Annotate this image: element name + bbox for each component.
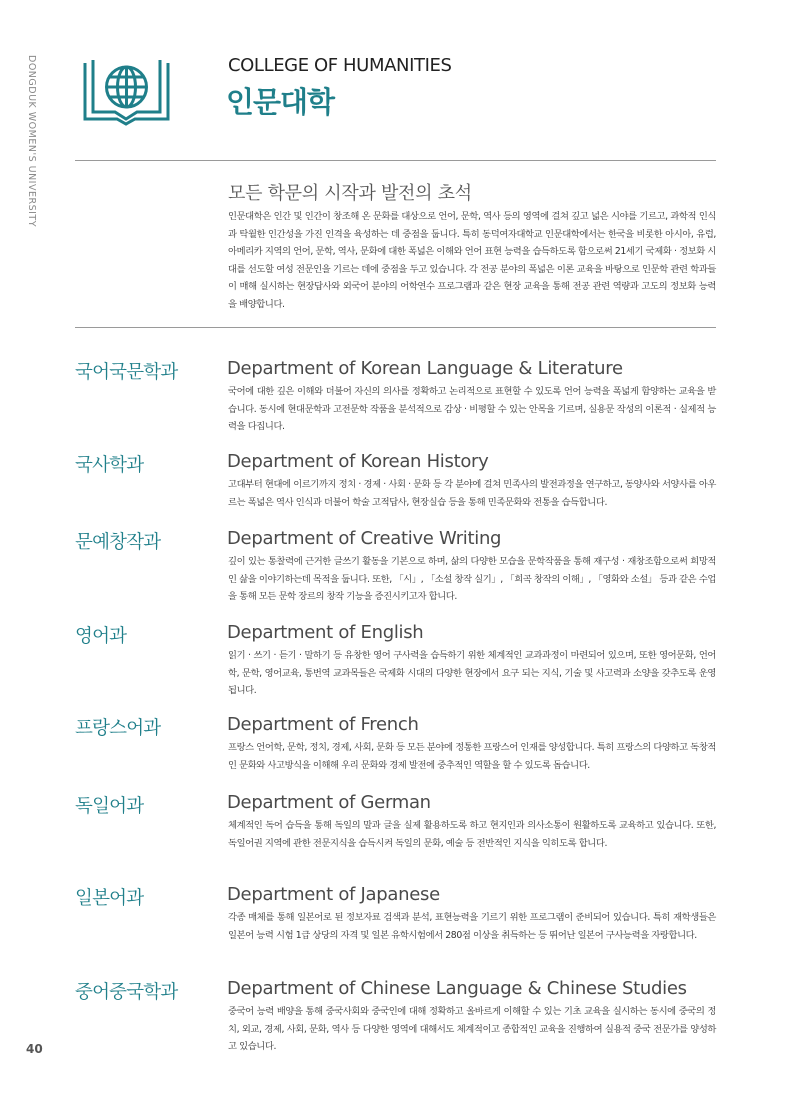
globe-book-icon — [81, 57, 172, 131]
department-name-en: Department of Japanese — [227, 884, 440, 905]
department-name-ko: 중어중국학과 — [75, 982, 178, 1003]
department-name-en: Department of French — [227, 714, 419, 735]
department-name-en: Department of Korean History — [227, 451, 489, 472]
department-description: 국어에 대한 깊은 이해와 더불어 자신의 의사를 정확하고 논리적으로 표현할 수 있도록 언어 능력을 폭넓게 함양하는 교육을 받습니다. 동시에 현대문학과 고전문학 작품을 분석적으로 감상 · 비평할 수 있는 안목을 기르며, 실용문 작성의 이론적 · 실제적 능력을 다집니다. — [228, 386, 716, 432]
department-name-ko: 프랑스어과 — [75, 718, 161, 739]
department-name-ko: 일본어과 — [75, 888, 144, 909]
department-description: 고대부터 현대에 이르기까지 정치 · 경제 · 사회 · 문화 등 각 분야에 걸쳐 민족사의 발전과정을 연구하고, 동양사와 서양사를 아우르는 폭넓은 역사 인식과 더불어 학술 고적답사, 현장실습 등을 통해 민족문화와 전통을 습득합니다. — [228, 479, 716, 508]
department-description: 중국어 능력 배양을 통해 중국사회와 중국인에 대해 정확하고 올바르게 이해할 수 있는 기초 교육을 실시하는 동시에 중국의 정치, 외교, 경제, 사회, 문화, 역사 등 다양한 영역에 대해서도 체계적이고 종합적인 교육을 진행하여 실용적 중국 전문가를 양성하고 있습니다. — [228, 1006, 716, 1052]
department-name-en: Department of Korean Language & Literature — [227, 358, 623, 379]
department-name-en: Department of Chinese Language & Chinese Studies — [227, 978, 687, 999]
department-name-ko: 국어국문학과 — [75, 362, 178, 383]
side-university-label: DONGDUK WOMEN'S UNIVERSITY — [26, 55, 37, 228]
department-name-en: Department of Creative Writing — [227, 528, 502, 549]
intro-heading: 모든 학문의 시작과 발전의 초석 — [228, 183, 472, 204]
department-description: 체계적인 독어 습득을 통해 독일의 말과 글을 실제 활용하도록 하고 현지인과 의사소통이 원활하도록 교육하고 있습니다. 또한, 독일어권 지역에 관한 전문지식을 습득시켜 독일의 문화, 예술 등 전반적인 지식을 익히도록 합니다. — [228, 820, 716, 849]
department-description: 깊이 있는 통찰력에 근거한 글쓰기 활동을 기본으로 하며, 삶의 다양한 모습을 문학작품을 통해 재구성 · 재창조함으로써 희망적인 삶을 이야기하는데 목적을 둡니다. 또한, 「시」, 「소설 창작 실기」, 「희곡 창작의 이해」, 「영화와 소설」 등과 같은 수업을 통해 모든 문학 장르의 창작 기능을 증진시키고자 합니다. — [228, 556, 716, 602]
divider-top — [75, 160, 716, 161]
department-description: 프랑스 언어학, 문학, 정치, 경제, 사회, 문화 등 모든 분야에 정통한 프랑스어 인재를 양성합니다. 특히 프랑스의 다양하고 독창적인 문화와 사고방식을 이해해 우리 문화와 경제 발전에 중추적인 역할을 할 수 있도록 돕습니다. — [228, 742, 716, 771]
department-name-ko: 영어과 — [75, 626, 127, 647]
department-description: 각종 매체를 통해 일본어로 된 정보자료 검색과 분석, 표현능력을 기르기 위한 프로그램이 준비되어 있습니다. 특히 재학생들은 일본어 능력 시험 1급 상당의 자격 및 일본 유학시험에서 280점 이상을 취득하는 등 뛰어난 일본어 구사능력을 자랑합니다. — [228, 912, 716, 941]
college-title-en: COLLEGE OF HUMANITIES — [228, 55, 452, 76]
page-number: 40 — [26, 1042, 43, 1056]
divider-bottom — [75, 327, 716, 328]
department-name-ko: 국사학과 — [75, 455, 144, 476]
department-name-en: Department of German — [227, 792, 431, 813]
intro-body: 인문대학은 인간 및 인간이 창조해 온 문화를 대상으로 언어, 문학, 역사 등의 영역에 걸쳐 깊고 넓은 시야를 기르고, 과학적 인식과 탁월한 인간성을 가진 인격을 육성하는 데 중점을 둡니다. 특히 동덕여자대학교 인문대학에서는 한국을 비롯한 아시아, 유럽, 아메리카 지역의 언어, 문학, 역사, 문화에 대한 폭넓은 이해와 언어 표현 능력을 습득하도록 함으로써 21세기 국제화 · 정보화 시대를 선도할 여성 전문인을 기르는 데에 중점을 두고 있습니다. 각 전공 분야의 폭넓은 이론 교육을 바탕으로 인문학 관련 학과들이 매해 실시하는 현장답사와 외국어 분야의 어학연수 프로그램과 같은 현장 교육을 통해 전공 관련 역량과 고도의 정보화 능력을 배양합니다. — [228, 211, 716, 310]
department-name-ko: 문예창작과 — [75, 532, 161, 553]
department-name-en: Department of English — [227, 622, 424, 643]
department-name-ko: 독일어과 — [75, 796, 144, 817]
college-title-ko: 인문대학 — [226, 85, 335, 119]
department-description: 읽기 · 쓰기 · 듣기 · 말하기 등 유창한 영어 구사력을 습득하기 위한 체계적인 교과과정이 마련되어 있으며, 또한 영어문화, 언어학, 문학, 영어교육, 통번역 교과목들은 국제화 시대의 다양한 현장에서 요구 되는 지식, 기술 및 사고력과 소양을 갖추도록 운영됩니다. — [228, 650, 716, 696]
